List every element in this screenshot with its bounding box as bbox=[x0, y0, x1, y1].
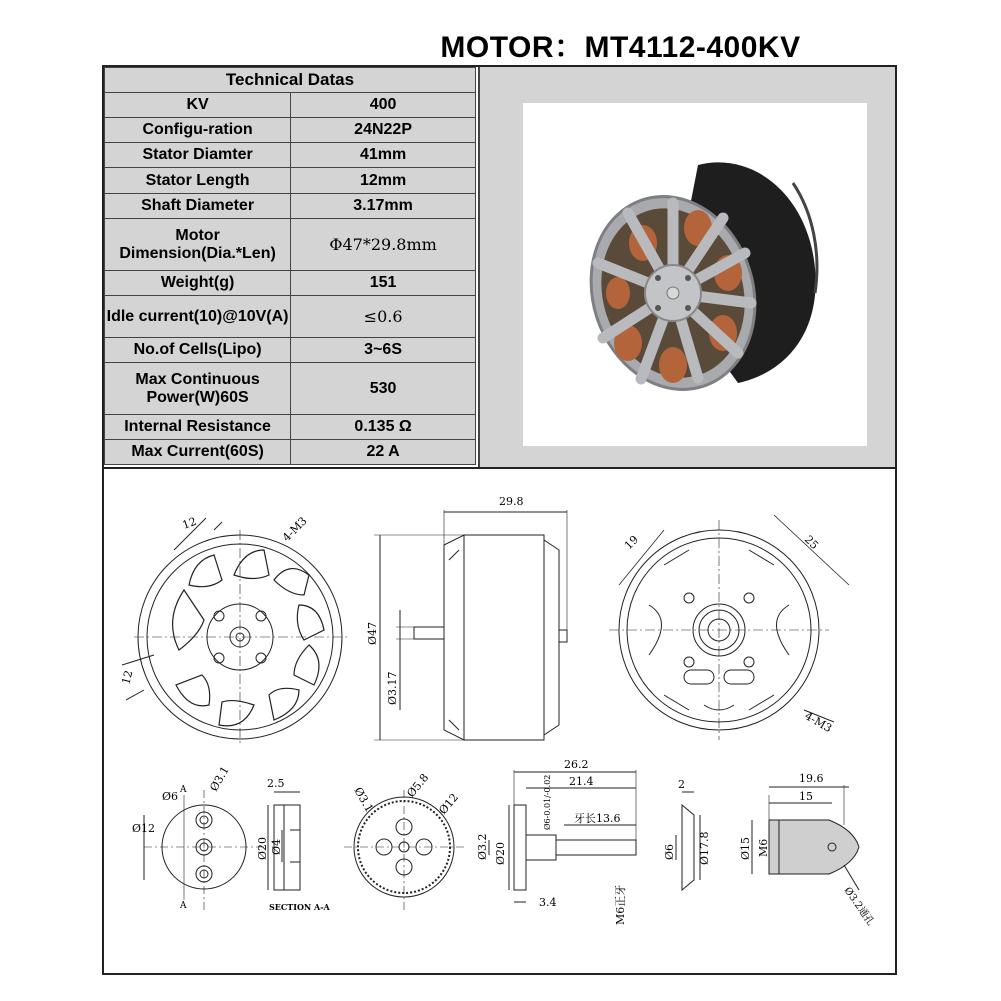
section-divider bbox=[104, 467, 895, 469]
dim-label: 25 bbox=[801, 532, 821, 553]
dim-label: Ø3.17 bbox=[386, 671, 399, 705]
motor-photo-graphic bbox=[523, 103, 867, 446]
spec-key: Configu-ration bbox=[105, 118, 291, 143]
spec-key: Motor Dimension(Dia.*Len) bbox=[105, 219, 291, 271]
dim-label: 4-M3 bbox=[279, 514, 310, 545]
dim-label: 12 bbox=[119, 668, 136, 686]
dim-label: Ø47 bbox=[366, 621, 379, 645]
spec-key: Internal Resistance bbox=[105, 415, 291, 440]
dim-label: Ø3.2 bbox=[476, 833, 489, 860]
dim-label: 4-M3 bbox=[802, 709, 835, 736]
technical-drawings bbox=[104, 470, 895, 970]
spec-key: No.of Cells(Lipo) bbox=[105, 338, 291, 363]
dim-label: 牙长13.6 bbox=[574, 812, 621, 825]
dim-label: 15 bbox=[799, 790, 813, 803]
spec-value: 530 bbox=[291, 363, 476, 415]
spec-value: 151 bbox=[291, 271, 476, 296]
dim-label: Ø6-0.01/-0.02 bbox=[543, 774, 552, 830]
spec-key: Shaft Diameter bbox=[105, 194, 291, 219]
spec-key: Stator Diamter bbox=[105, 143, 291, 168]
spec-key: Max Current(60S) bbox=[105, 440, 291, 465]
spec-value: 3.17mm bbox=[291, 194, 476, 219]
washer-drawing bbox=[676, 792, 700, 890]
dim-label: M6 bbox=[757, 838, 770, 857]
dim-label: 19.6 bbox=[799, 772, 824, 785]
dim-label: Ø5.8 bbox=[404, 771, 432, 800]
spec-value: Φ47*29.8mm bbox=[291, 219, 476, 271]
dim-label: Ø17.8 bbox=[698, 831, 711, 865]
dim-label: Ø6 bbox=[663, 843, 676, 860]
dim-label: Ø3.1 bbox=[351, 785, 376, 815]
front-view-drawing bbox=[122, 518, 349, 745]
dim-label: 2.5 bbox=[267, 777, 285, 790]
dim-label: A bbox=[180, 901, 187, 911]
spec-value: 400 bbox=[291, 93, 476, 118]
dim-label: 29.8 bbox=[499, 495, 524, 508]
table-header: Technical Datas bbox=[105, 68, 476, 93]
spec-value: ≤0.6 bbox=[291, 296, 476, 338]
dim-label: Ø3.1 bbox=[207, 764, 232, 794]
spec-value: 41mm bbox=[291, 143, 476, 168]
side-view-drawing bbox=[374, 510, 567, 740]
hub-disk-drawing bbox=[144, 790, 264, 910]
dim-label: Ø12 bbox=[132, 822, 156, 835]
dim-label: Ø20 bbox=[256, 836, 269, 860]
motor-photo bbox=[523, 103, 867, 446]
spec-value: 0.135 Ω bbox=[291, 415, 476, 440]
dim-label: 12 bbox=[180, 514, 199, 532]
dim-label: 21.4 bbox=[569, 775, 594, 788]
spec-value: 22 A bbox=[291, 440, 476, 465]
dim-label: Ø20 bbox=[494, 841, 507, 865]
section-label: SECTION A-A bbox=[269, 902, 330, 912]
spec-key: Stator Length bbox=[105, 168, 291, 194]
spec-table bbox=[104, 67, 476, 465]
dim-label: Ø12 bbox=[436, 790, 462, 817]
spec-value: 3~6S bbox=[291, 338, 476, 363]
dim-label: Ø4 bbox=[270, 838, 283, 855]
spec-key: Max Continuous Power(W)60S bbox=[105, 363, 291, 415]
shaft-side-drawing bbox=[489, 770, 636, 902]
dim-label: Ø15 bbox=[739, 836, 752, 860]
dim-label: 2 bbox=[678, 778, 685, 791]
dim-label: M6正牙 bbox=[614, 884, 627, 925]
page-title: MOTOR：MT4112-400KV bbox=[440, 31, 801, 64]
dim-label: 26.2 bbox=[564, 758, 589, 771]
dim-label: A bbox=[180, 785, 187, 795]
dim-label: Ø6 bbox=[162, 790, 179, 803]
dim-label: 3.4 bbox=[539, 896, 557, 909]
dim-label: Ø3.2通孔 bbox=[841, 885, 876, 928]
spec-key: Weight(g) bbox=[105, 271, 291, 296]
spec-key: Idle current(10)@10V(A) bbox=[105, 296, 291, 338]
spec-value: 24N22P bbox=[291, 118, 476, 143]
spec-value: 12mm bbox=[291, 168, 476, 194]
spec-key: KV bbox=[105, 93, 291, 118]
dim-label: 19 bbox=[621, 533, 642, 553]
